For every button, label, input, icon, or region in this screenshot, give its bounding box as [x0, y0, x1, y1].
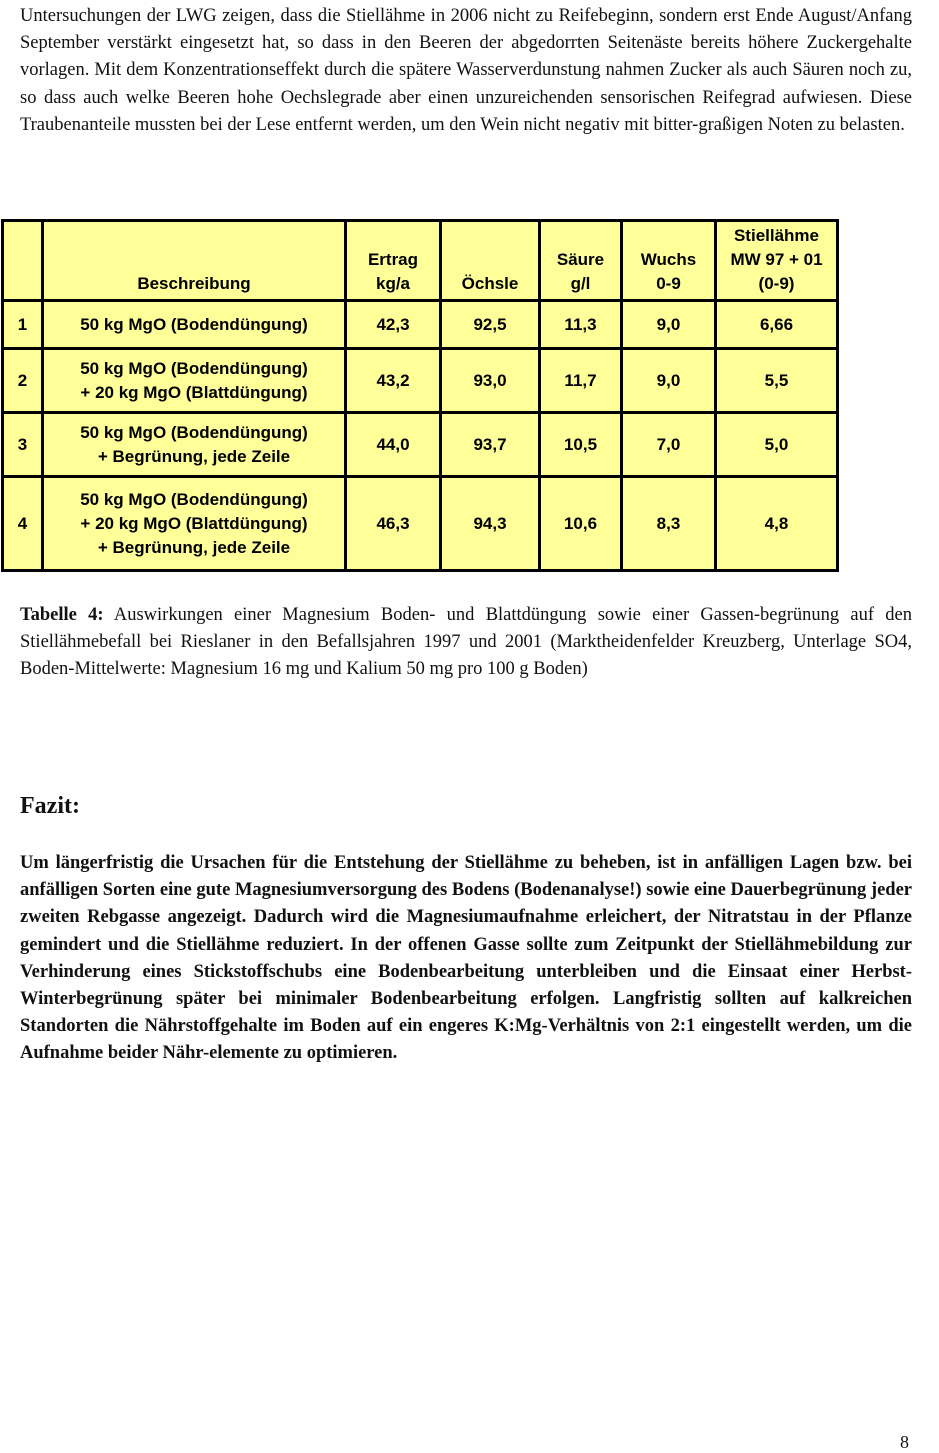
caption-text: Auswirkungen einer Magnesium Boden- und Blattdüngung sowie einer Gassen-begrünung auf den Stiellähmebefall bei Rieslaner in den Befallsjahren 1997 und 2001 (Marktheidenfelder Kreuzberg, Unterlage SO4, Boden-Mittelwerte: Magnesium 16 mg und Kalium 50 mg pro 100 g Boden)	[20, 605, 912, 680]
fazit-paragraph: Um längerfristig die Ursachen für die Entstehung der Stiellähme zu beheben, ist in anfälligen Lagen bzw. bei anfälligen Sorten eine gute Magnesiumversorgung des Bodens (Bodenanalyse!) sowie eine Dauerbegrünung jeder zweiten Rebgasse angezeigt. Dadurch wird die Magnesiumaufnahme erleichert, der Nitratstau in der Pflanze gemindert und die Stiellähme reduziert. In der offenen Gasse sollte zum Zeitpunkt der Stiellähmebildung zur Verhinderung eines Stickstoffschubs eine Bodenbearbeitung unterbleiben und die Einsaat einer Herbst-Winterbegrünung später bei minimaler Bodenbearbeitung erfolgen. Langfristig sollten auf kalkreichen Standorten die Nährstoffgehalte im Boden auf ein engeres K:Mg-Verhältnis von 2:1 eingestellt werden, um die Aufnahme beider Nähr-elemente zu optimieren.	[20, 853, 912, 1064]
cell-oechsle: 93,0	[441, 349, 540, 413]
cell-saeure: 11,7	[540, 349, 622, 413]
table-header-row	[3, 221, 838, 301]
cell-beschreibung	[43, 413, 346, 477]
beschreibung-line: 50 kg MgO (Bodendüngung)	[80, 489, 308, 509]
table-row	[3, 477, 838, 571]
cell-stiellaehme: 5,5	[716, 349, 838, 413]
header-saeure	[540, 221, 622, 301]
beschreibung-line: 50 kg MgO (Bodendüngung)	[80, 422, 308, 442]
table-row	[3, 301, 838, 349]
cell-nr: 2	[3, 349, 43, 413]
cell-ertrag: 46,3	[346, 477, 441, 571]
header-ertrag	[346, 221, 441, 301]
cell-beschreibung	[43, 477, 346, 571]
beschreibung-line: 50 kg MgO (Bodendüngung)	[80, 314, 308, 334]
table-caption	[20, 602, 912, 684]
cell-wuchs: 7,0	[622, 413, 716, 477]
cell-nr: 1	[3, 301, 43, 349]
cell-beschreibung	[43, 301, 346, 349]
table-row	[3, 349, 838, 413]
cell-stiellaehme: 5,0	[716, 413, 838, 477]
cell-nr: 4	[3, 477, 43, 571]
page-number: 8	[900, 1432, 909, 1452]
intro-paragraph: Untersuchungen der LWG zeigen, dass die Stiellähme in 2006 nicht zu Reifebeginn, sondern erst Ende August/Anfang September verstärkt eingesetzt hat, so dass in den Beeren der abgedorrten Seitenäste bereits höhere Zuckergehalte vorlagen. Mit dem Konzentrationseffekt durch die spätere Wasserverdunstung nahmen Zucker als auch Säuren noch zu, so dass auch welke Beeren hohe Oechslegrade aber einen unzureichenden sensorischen Reifegrad aufwiesen. Diese Traubenanteile mussten bei der Lese entfernt werden, um den Wein nicht negativ mit bitter-graßigen Noten zu belasten.	[20, 6, 912, 135]
cell-beschreibung	[43, 349, 346, 413]
beschreibung-line: + 20 kg MgO (Blattdüngung)	[80, 382, 308, 402]
cell-wuchs: 8,3	[622, 477, 716, 571]
cell-saeure: 10,6	[540, 477, 622, 571]
header-wuchs-scale: 0-9	[656, 274, 681, 293]
header-stiellaehme-years: MW 97 + 01	[730, 250, 823, 269]
caption-label: Tabelle 4:	[20, 605, 104, 625]
header-stiellaehme-line: Stiellähme	[733, 226, 820, 245]
cell-oechsle: 94,3	[441, 477, 540, 571]
beschreibung-line: + 20 kg MgO (Blattdüngung)	[80, 513, 308, 533]
beschreibung-line: + Begrünung, jede Zeile	[97, 446, 291, 466]
beschreibung-line: 50 kg MgO (Bodendüngung)	[80, 358, 308, 378]
fazit-heading: Fazit:	[20, 793, 80, 819]
header-wuchs	[622, 221, 716, 301]
cell-wuchs: 9,0	[622, 349, 716, 413]
cell-ertrag: 44,0	[346, 413, 441, 477]
cell-stiellaehme: 6,66	[716, 301, 838, 349]
table-row	[3, 413, 838, 477]
cell-oechsle: 93,7	[441, 413, 540, 477]
beschreibung-line: + Begrünung, jede Zeile	[97, 537, 291, 557]
header-stiellaehme	[716, 221, 838, 301]
header-saeure-line: Säure	[556, 250, 605, 269]
cell-nr: 3	[3, 413, 43, 477]
header-nr	[3, 221, 43, 301]
header-stiellaehme-scale: (0-9)	[758, 274, 795, 293]
header-ertrag-line: Ertrag	[367, 250, 419, 269]
header-oechsle: Öchsle	[441, 221, 540, 301]
cell-wuchs: 9,0	[622, 301, 716, 349]
header-ertrag-unit: kg/a	[375, 274, 411, 293]
header-saeure-unit: g/l	[570, 274, 591, 293]
cell-stiellaehme: 4,8	[716, 477, 838, 571]
header-beschreibung: Beschreibung	[43, 221, 346, 301]
cell-saeure: 11,3	[540, 301, 622, 349]
results-table	[1, 219, 839, 572]
cell-ertrag: 43,2	[346, 349, 441, 413]
cell-saeure: 10,5	[540, 413, 622, 477]
cell-ertrag: 42,3	[346, 301, 441, 349]
cell-oechsle: 92,5	[441, 301, 540, 349]
header-wuchs-line: Wuchs	[640, 250, 697, 269]
